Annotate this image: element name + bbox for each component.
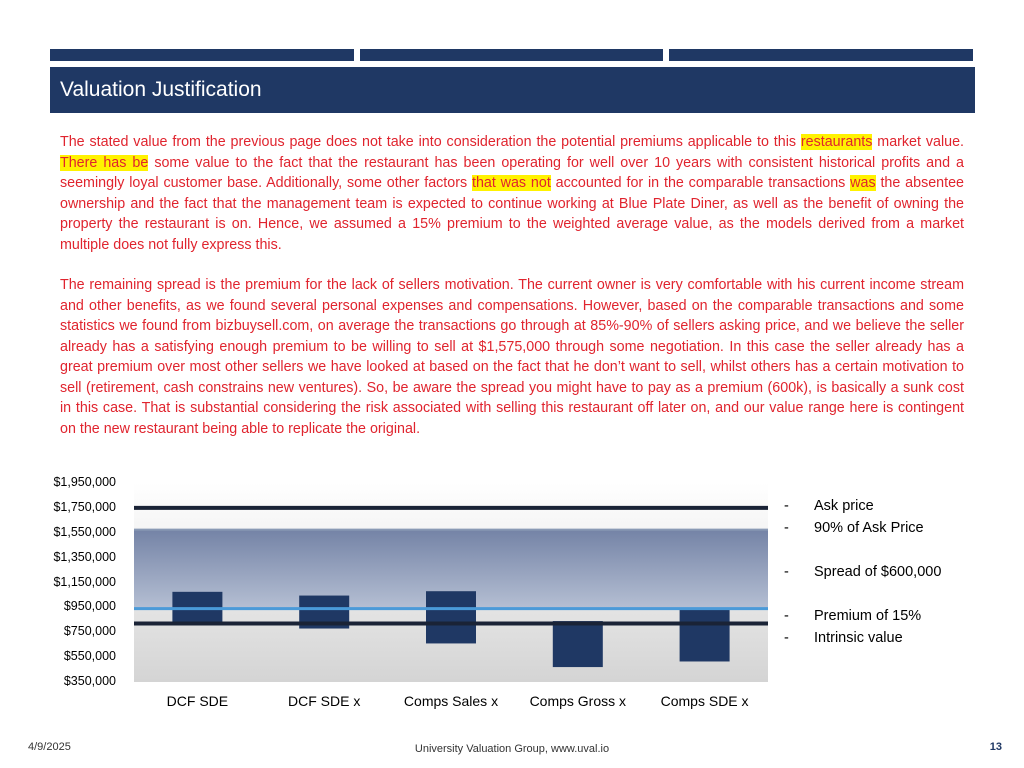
top-decor-bars [50, 49, 973, 61]
x-category-label: Comps Sales x [403, 693, 499, 709]
y-tick-label: $1,350,000 [53, 549, 116, 564]
highlighted-text: was [850, 175, 876, 191]
y-tick-label: $750,000 [63, 624, 116, 639]
body-text-run: accounted for in the comparable transactions [550, 175, 851, 191]
slide-title: Valuation Justification [50, 67, 975, 113]
page-number: 13 [989, 741, 1002, 753]
body-text-run: some value to the fact that the restaurant has been operating for well over 10 years with consistent historical profits and a seemingly loyal customer base. Additionally, some other factors [60, 154, 964, 191]
y-tick-label: $1,550,000 [53, 524, 116, 539]
body-text-run: the absentee ownership and the fact that the management team is expected to continue working at Blue Plate Diner, as well as the benefit of owning the property the restaurant is on. Hence, we assumed a 15% premium to the weighted average value, as the models derived from a market multiple does not fully express this. [60, 175, 964, 253]
legend-item: - Premium of 15% [784, 608, 922, 624]
bar-comps-sales-x [426, 591, 476, 643]
legend-item: - 90% of Ask Price [784, 520, 924, 536]
paragraph-premium [60, 132, 964, 255]
bar-comps-gross-x [553, 621, 603, 667]
decor-bar [50, 49, 354, 61]
footer-date: 4/9/2025 [28, 741, 71, 753]
body-text-run: market value. [872, 134, 964, 150]
legend-item: - Ask price [784, 498, 874, 514]
highlighted-text: restaurants [800, 134, 873, 150]
x-category-label: Comps Gross x [529, 693, 627, 709]
y-tick-label: $1,150,000 [53, 574, 116, 589]
decor-bar [669, 49, 973, 61]
y-tick-label: $1,750,000 [53, 499, 116, 514]
y-tick-label: $550,000 [63, 649, 116, 664]
x-category-label: Comps SDE x [660, 693, 749, 709]
bar-comps-sde-x [680, 609, 730, 661]
y-tick-label: $950,000 [63, 599, 116, 614]
highlighted-text: There has be [60, 154, 149, 171]
footer-source: University Valuation Group, www.uval.io [414, 743, 610, 755]
y-tick-label: $350,000 [63, 674, 116, 688]
paragraph-spread: The remaining spread is the premium for the lack of sellers motivation. The current owner is very comfortable with his current income stream and other benefits, as we found several personal expenses and compensations. However, based on the comparable transactions and some statistics we found from bizbuysell.com, on average the transactions go through at 85%-90% of sellers asking price, and we believe the seller already has a satisfying enough premium to be willing to sell at $1,575,000 through some negotiation. In this case the seller already has a great premium over most other sellers we have looked at based on the fact that he don’t want to sell, whilst others has a certain motivation to sell (retirement, cash constrains new ventures). So, be aware the spread you might have to pay as a premium (600k), is basically a sunk cost in this case. That is substantial considering the risk associated with selling this restaurant off later on, and our value range here is contingent on the new restaurant being able to replicate the original. [60, 277, 964, 437]
legend-item: - Spread of $600,000 [784, 564, 942, 580]
y-tick-label: $1,950,000 [53, 475, 116, 489]
legend-item: - Intrinsic value [784, 630, 903, 646]
x-category-label: DCF SDE [166, 693, 229, 709]
x-category-label: DCF SDE x [288, 693, 361, 709]
decor-bar [360, 49, 664, 61]
highlighted-text: that was not [471, 175, 551, 191]
body-text-run: The stated value from the previous page does not take into consideration the potential premiums applicable to this [60, 134, 801, 150]
